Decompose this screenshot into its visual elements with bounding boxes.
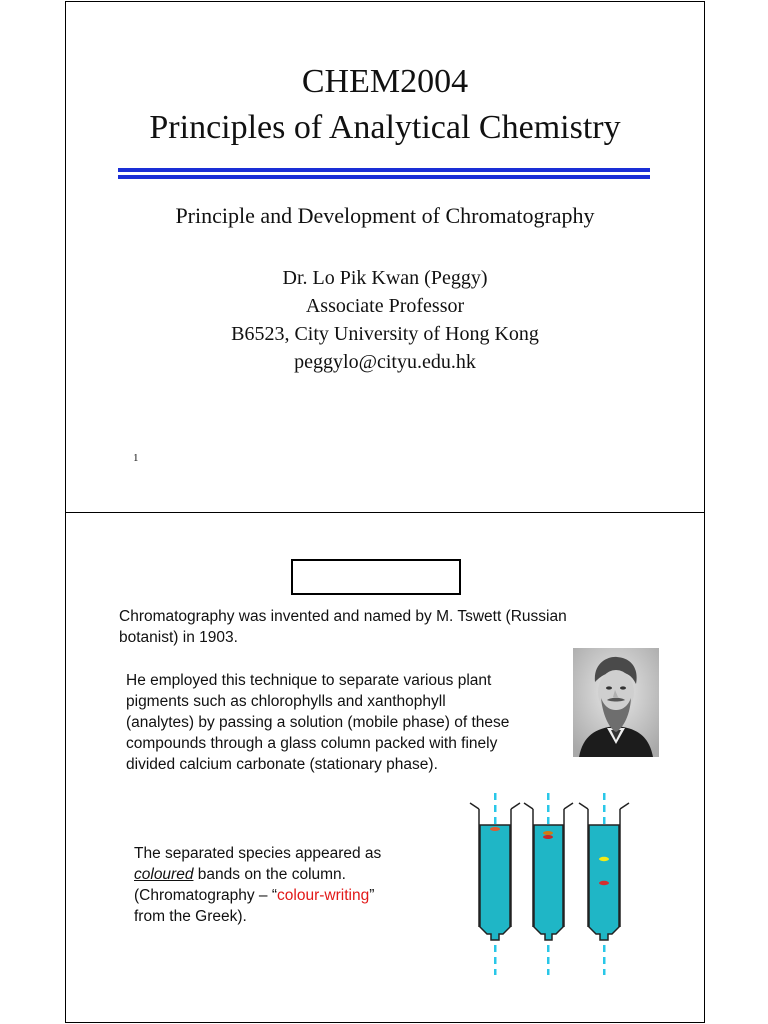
- lecturer-name: Dr. Lo Pik Kwan (Peggy): [282, 267, 488, 289]
- technique-paragraph: [126, 670, 566, 775]
- title-rule-bottom: [118, 175, 650, 179]
- course-title: Principles of Analytical Chemistry: [149, 109, 621, 146]
- bands-line-2: [134, 864, 454, 885]
- bands-line-4: from the Greek).: [134, 908, 247, 925]
- title-rule-top: [118, 168, 650, 172]
- title-slide: [65, 1, 705, 513]
- chromatography-columns-illustration: [462, 791, 632, 976]
- intro-line-1: Chromatography was invented and named by M. Tswett (Russian: [119, 608, 567, 625]
- coloured-emphasis: coloured: [134, 866, 194, 883]
- lecturer-email: peggylo@cityu.edu.hk: [294, 351, 476, 373]
- bands-line-3: [134, 885, 454, 906]
- page-number: 1: [133, 452, 139, 464]
- technique-line-2: pigments such as chlorophylls and xanthophyll: [126, 693, 446, 710]
- content-slide: [65, 512, 705, 1023]
- bands-line-1: The separated species appeared as: [134, 845, 382, 862]
- technique-line-4: compounds through a glass column packed with finely: [126, 735, 498, 752]
- intro-paragraph: [119, 606, 639, 648]
- intro-line-2: botanist) in 1903.: [119, 629, 238, 646]
- lecturer-role: Associate Professor: [305, 295, 465, 317]
- bands-line-2-rest: bands on the column.: [193, 866, 346, 883]
- bands-line-3-pre: (Chromatography – “: [134, 887, 278, 904]
- technique-line-5: divided calcium carbonate (stationary phase).: [126, 756, 438, 773]
- technique-line-3: (analytes) by passing a solution (mobile phase) of these: [126, 714, 510, 731]
- tswett-portrait: [573, 648, 659, 757]
- lecturer-office: B6523, City University of Hong Kong: [231, 323, 539, 345]
- slide-heading-box: [291, 559, 461, 595]
- course-code: CHEM2004: [301, 63, 469, 100]
- bands-line-3-post: ”: [369, 887, 375, 904]
- lecture-title: Principle and Development of Chromatography: [175, 203, 595, 228]
- coloured-bands-paragraph: [134, 843, 454, 927]
- colour-writing-highlight: colour-writing: [277, 887, 370, 904]
- technique-line-1: He employed this technique to separate various plant: [126, 672, 492, 689]
